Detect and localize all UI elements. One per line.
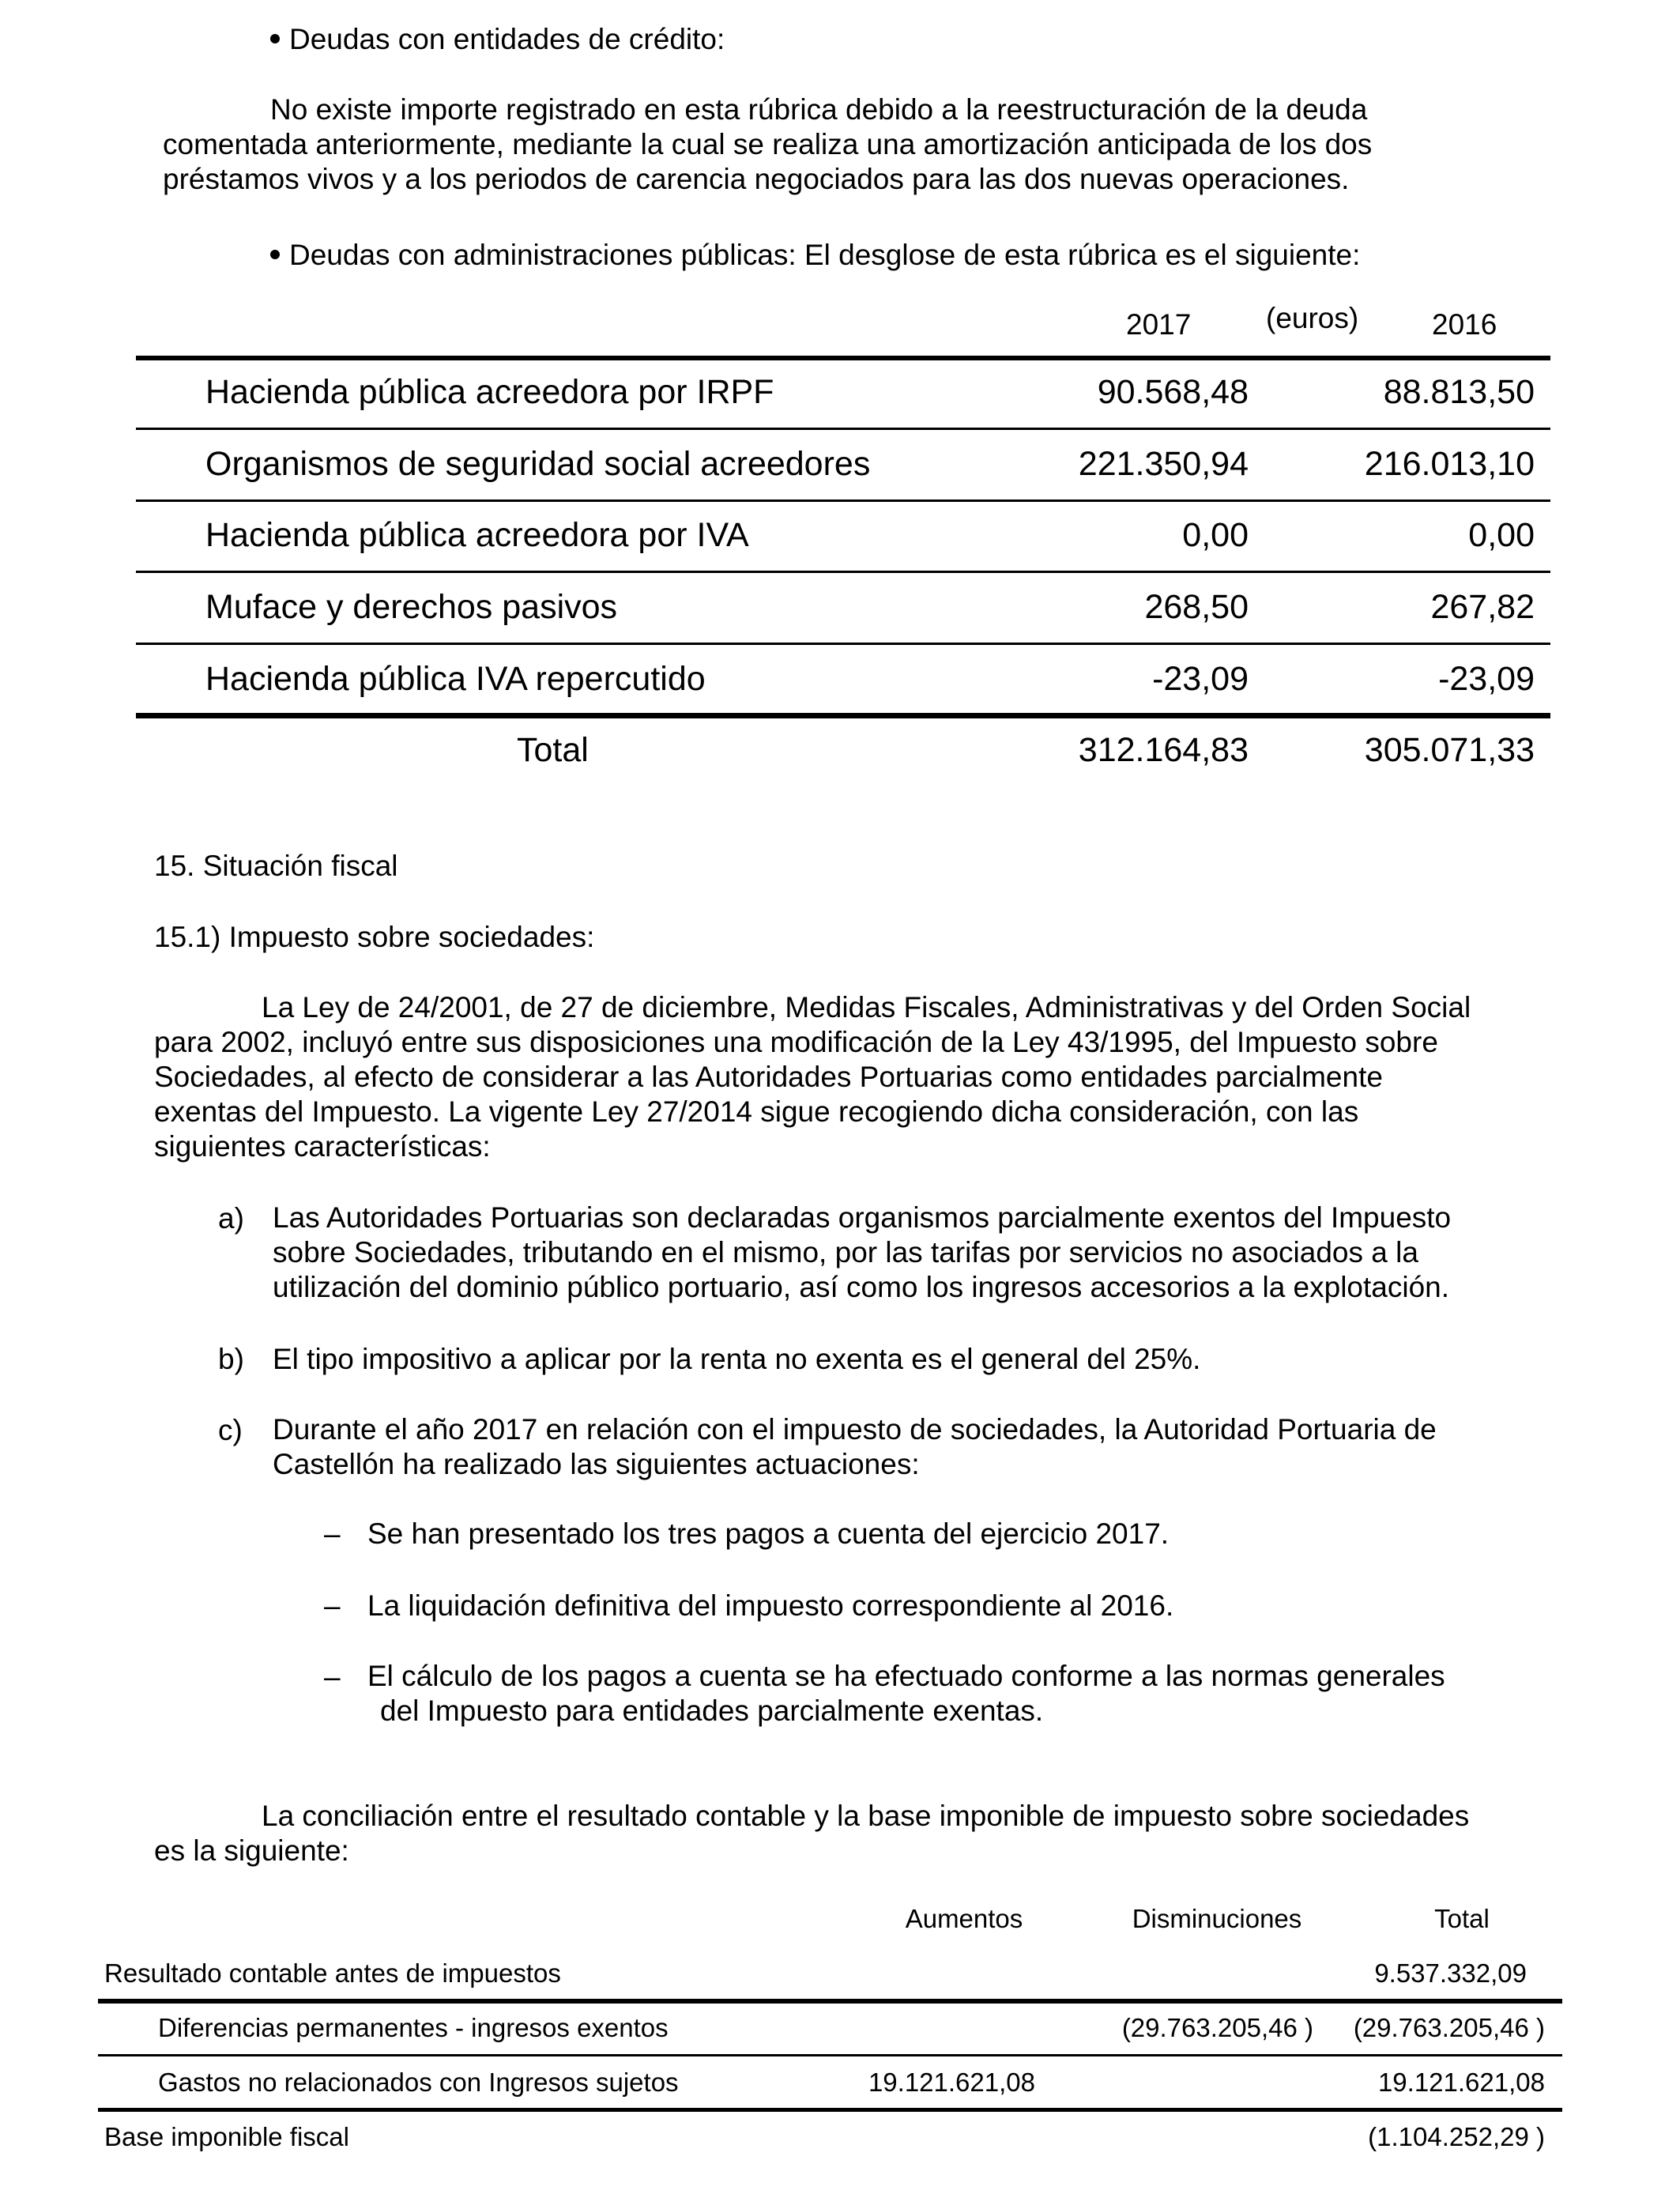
paragraph-line: préstamos vivos y a los periodos de carencia negociados para las dos nuevas operaciones.: [163, 163, 1350, 195]
list-marker-a: a): [218, 1202, 244, 1235]
paragraph-line: para 2002, incluyó entre sus disposiciones una modificación de la Ley 43/1995, del Impuesto sobre: [154, 1026, 1438, 1058]
table2-base-label: Base imponible fiscal: [104, 2122, 349, 2151]
table1-value-2017: 268,50: [1144, 588, 1249, 626]
list-item-line: utilización del dominio público portuario, así como los ingresos accesorios a la explotación.: [273, 1271, 1450, 1303]
dash-item-1: Se han presentado los tres pagos a cuenta del ejercicio 2017.: [367, 1517, 1170, 1550]
table1-value-2016: -23,09: [1438, 660, 1535, 698]
table1-total-2016: 305.071,33: [1364, 731, 1535, 769]
dash-item-line: del Impuesto para entidades parcialmente exentas.: [380, 1695, 1044, 1727]
table1-value-2016: 267,82: [1430, 588, 1535, 626]
table1-value-2016: 0,00: [1468, 516, 1535, 554]
dash-marker: –: [324, 1661, 341, 1693]
list-item-line: Durante el año 2017 en relación con el impuesto de sociedades, la Autoridad Portuaria de: [273, 1413, 1437, 1446]
dash-item-2: La liquidación definitiva del impuesto correspondiente al 2016.: [367, 1589, 1174, 1622]
table1-header-2017: 2017: [1126, 308, 1192, 341]
list-item-line: Castellón ha realizado las siguientes actuaciones:: [273, 1448, 920, 1480]
paragraph-line: comentada anteriormente, mediante la cual se realiza una amortización anticipada de los dos: [163, 128, 1373, 160]
table1-row-rule: [136, 428, 1550, 430]
table1-total-label: Total: [517, 731, 589, 769]
bullet-icon: [270, 250, 280, 259]
paragraph-line: siguientes características:: [154, 1130, 491, 1163]
paragraph-line: es la siguiente:: [154, 1834, 349, 1867]
table2-top-rule: [98, 1999, 1562, 2004]
list-item-line: Las Autoridades Portuarias son declaradas organismos parcialmente exentos del Impuesto: [273, 1201, 1452, 1234]
list-item-c: [273, 1412, 1521, 1482]
dash-item-line: El cálculo de los pagos a cuenta se ha efectuado conforme a las normas generales: [367, 1660, 1445, 1692]
paragraph-line: exentas del Impuesto. La vigente Ley 27/2014 sigue recogiendo dicha consideración, con las: [154, 1095, 1359, 1128]
list-marker-c: c): [218, 1414, 243, 1446]
table1-row-label: Hacienda pública IVA repercutido: [205, 660, 706, 698]
table1-top-rule: [136, 356, 1550, 360]
table1-value-2017: 221.350,94: [1078, 445, 1249, 483]
table1-row-rule: [136, 571, 1550, 573]
paragraph-line: La Ley de 24/2001, de 27 de diciembre, Medidas Fiscales, Administrativas y del Orden Social: [262, 991, 1471, 1023]
table2-bottom-rule: [98, 2108, 1562, 2112]
table2-row-total: (29.763.205,46 ): [1353, 2013, 1545, 2042]
table1-value-2016: 88.813,50: [1383, 373, 1535, 411]
paragraph-conciliacion: [154, 1799, 1521, 1868]
table2-row-label: Diferencias permanentes - ingresos exentos: [158, 2013, 669, 2042]
table2-row-rule: [98, 2054, 1562, 2056]
paragraph-line: No existe importe registrado en esta rúbrica debido a la reestructuración de la deuda: [270, 93, 1368, 126]
paragraph-line: La conciliación entre el resultado contable y la base imponible de impuesto sobre sociedades: [262, 1800, 1470, 1832]
bullet-text: Deudas con administraciones públicas: El desglose de esta rúbrica es el siguiente:: [289, 239, 1361, 271]
section-heading-15: 15. Situación fiscal: [154, 850, 398, 882]
table1-row-label: Organismos de seguridad social acreedores: [205, 445, 871, 483]
list-marker-b: b): [218, 1343, 244, 1375]
table1-row-label: Hacienda pública acreedora por IRPF: [205, 373, 774, 411]
table1-header-unit: (euros): [1266, 302, 1359, 334]
dash-marker: –: [324, 1517, 341, 1550]
table2-row-disminuciones: (29.763.205,46 ): [1121, 2013, 1313, 2042]
table2-resultado-label: Resultado contable antes de impuestos: [104, 1958, 561, 1988]
bullet-item-deudas-administraciones: [270, 237, 1360, 273]
list-item-a: [273, 1201, 1521, 1305]
table2-row-total: 19.121.621,08: [1377, 2068, 1545, 2097]
table1-total-2017: 312.164,83: [1078, 731, 1249, 769]
table1-value-2017: 0,00: [1182, 516, 1249, 554]
table1-value-2017: 90.568,48: [1097, 373, 1249, 411]
table2-header-disminuciones: Disminuciones: [1132, 1904, 1302, 1933]
table1-row-label: Muface y derechos pasivos: [205, 588, 618, 626]
dash-item-3: [367, 1659, 1521, 1728]
table1-value-2016: 216.013,10: [1364, 445, 1535, 483]
paragraph-deudas-credito: [163, 92, 1528, 197]
table1-row-rule: [136, 643, 1550, 645]
table2-header-aumentos: Aumentos: [905, 1904, 1023, 1933]
table2-base-total: (1.104.252,29 ): [1368, 2122, 1545, 2151]
table1-value-2017: -23,09: [1152, 660, 1249, 698]
table1-row-label: Hacienda pública acreedora por IVA: [205, 516, 749, 554]
bullet-item-deudas-credito: [270, 21, 725, 57]
table2-resultado-total: 9.537.332,09: [1374, 1958, 1527, 1988]
table2-row-label: Gastos no relacionados con Ingresos sujetos: [158, 2068, 679, 2097]
bullet-text: Deudas con entidades de crédito:: [289, 23, 725, 55]
bullet-icon: [270, 34, 280, 43]
paragraph-ley: [154, 990, 1521, 1164]
dash-marker: –: [324, 1589, 341, 1622]
table1-total-rule: [136, 713, 1550, 718]
table1-row-rule: [136, 499, 1550, 502]
table1-header-2016: 2016: [1432, 308, 1497, 341]
section-heading-15-1: 15.1) Impuesto sobre sociedades:: [154, 921, 595, 953]
table2-row-aumentos: 19.121.621,08: [868, 2068, 1035, 2097]
paragraph-line: Sociedades, al efecto de considerar a las Autoridades Portuarias como entidades parcialmente: [154, 1061, 1383, 1093]
list-item-line: sobre Sociedades, tributando en el mismo, por las tarifas por servicios no asociados a la: [273, 1236, 1418, 1269]
list-item-b: El tipo impositivo a aplicar por la renta no exenta es el general del 25%.: [273, 1343, 1201, 1375]
table2-header-total: Total: [1434, 1904, 1490, 1933]
